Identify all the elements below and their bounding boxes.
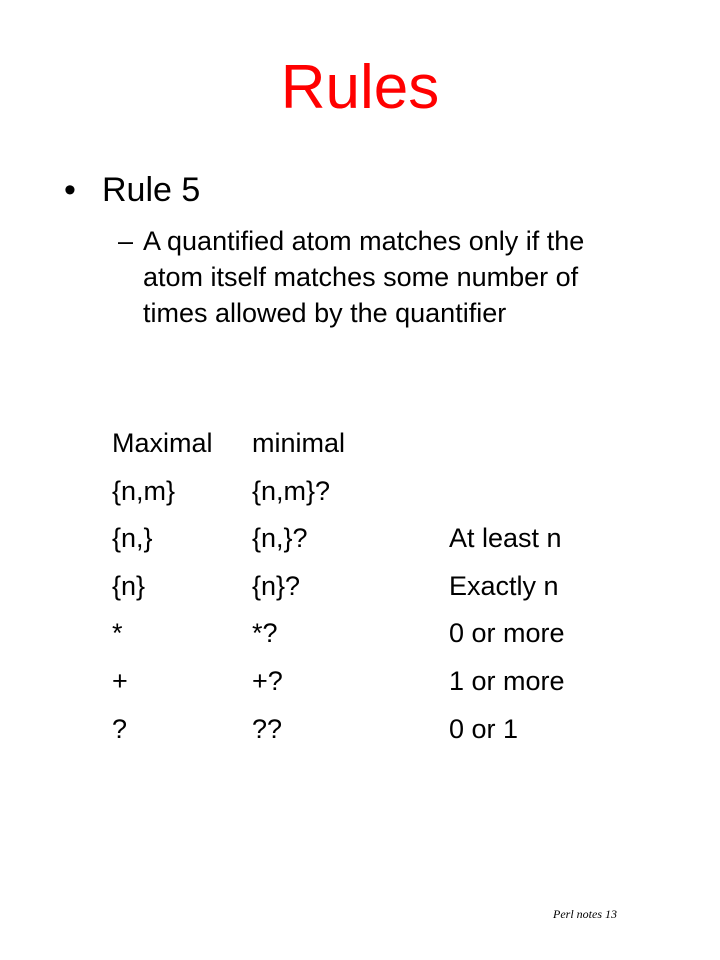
maximal-cell: ?	[112, 713, 128, 744]
meaning-cell: 1 or more	[449, 665, 565, 696]
meaning-cell: 0 or more	[449, 618, 565, 649]
sub-bullet-text: A quantified atom matches only if the atom itself matches some number of times allowed by the quantifier	[143, 226, 585, 328]
header-minimal: minimal	[252, 428, 346, 458]
minimal-cell: {n}?	[252, 570, 301, 601]
bullet-text: Rule 5	[102, 171, 201, 209]
maximal-cell: {n,m}	[112, 475, 176, 506]
minimal-cell: ??	[252, 713, 283, 744]
dash-icon: –	[118, 226, 134, 256]
meaning-cell: At least n	[449, 523, 562, 554]
minimal-cell: *?	[252, 618, 278, 649]
maximal-cell: {n,}	[112, 523, 153, 554]
minimal-cell: {n,}?	[252, 523, 308, 554]
maximal-cell: +	[112, 665, 128, 696]
minimal-cell: +?	[252, 665, 283, 696]
meaning-cell: Exactly n	[449, 570, 559, 601]
minimal-cell: {n,m}?	[252, 475, 331, 506]
slide-title: Rules	[280, 53, 440, 122]
header-maximal: Maximal	[112, 428, 213, 458]
maximal-cell: {n}	[112, 570, 146, 601]
meaning-cell: 0 or 1	[449, 713, 519, 744]
bullet-dot-icon: •	[64, 171, 76, 209]
footer-note: Perl notes 13	[553, 907, 617, 921]
maximal-cell: *	[112, 618, 123, 649]
